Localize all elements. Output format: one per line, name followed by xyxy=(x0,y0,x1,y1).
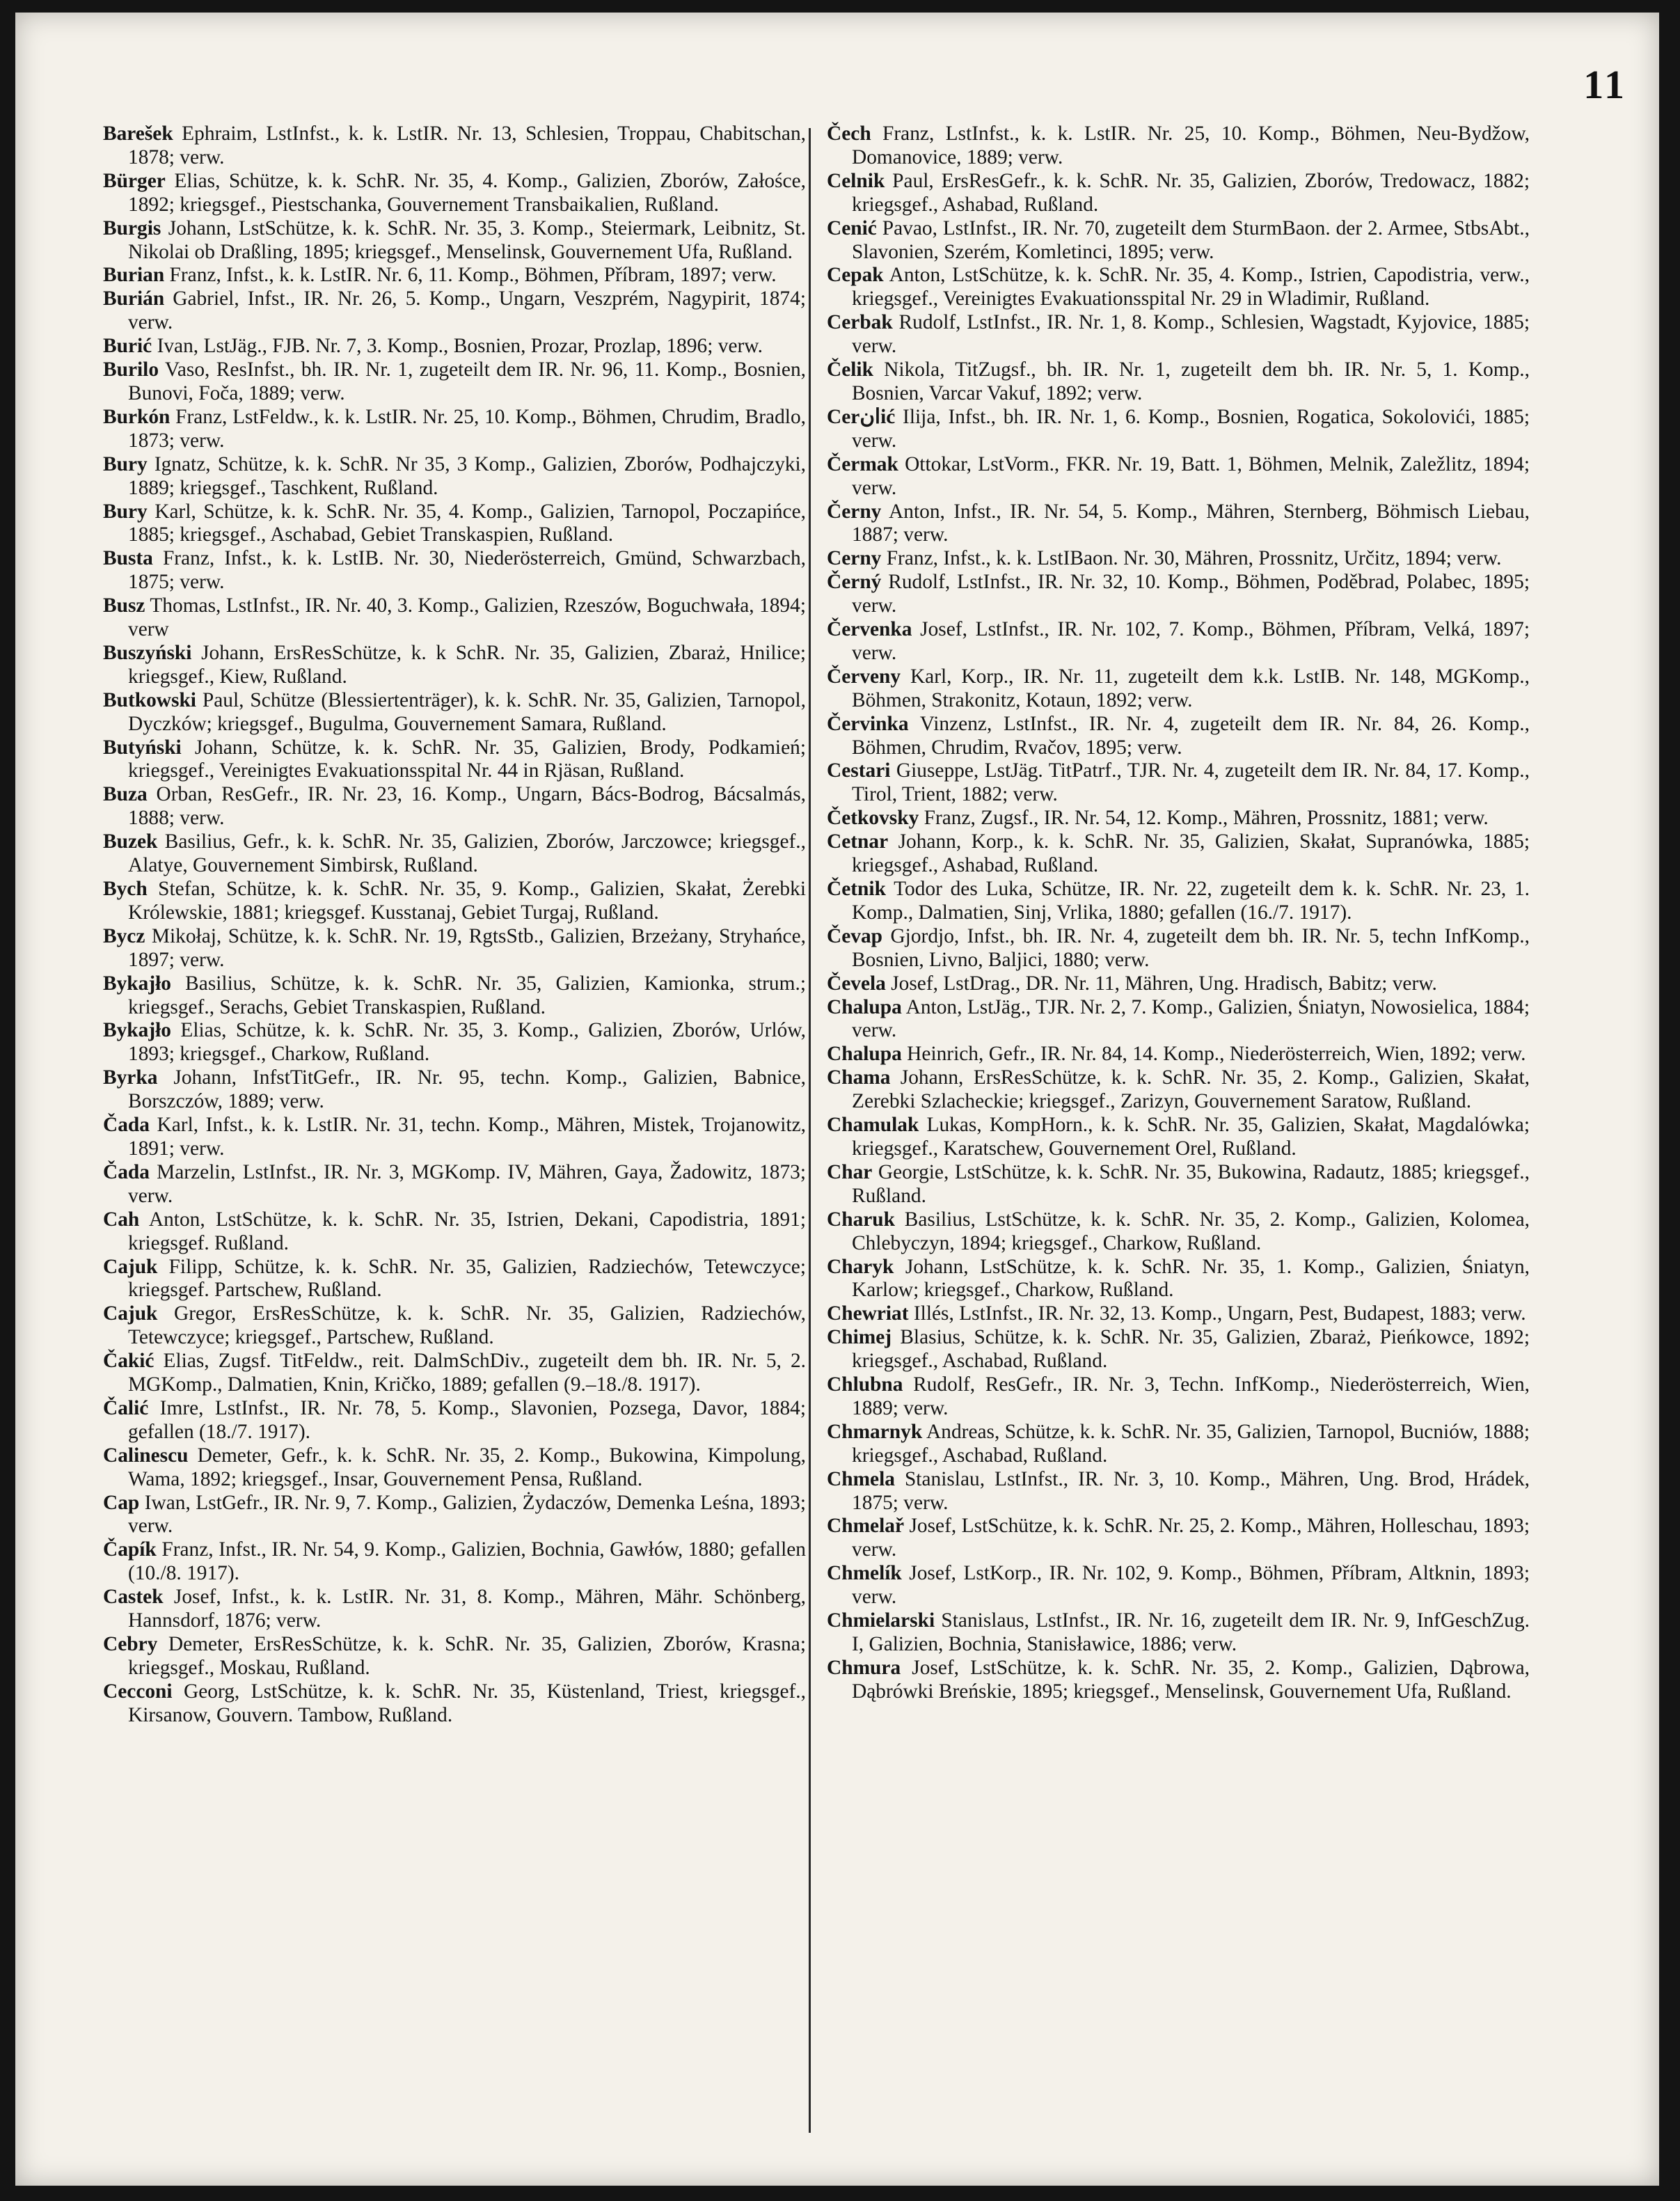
entry-surname: Chalupa xyxy=(827,995,902,1018)
entry-surname: Buzek xyxy=(103,830,158,853)
entry-surname: Cetnar xyxy=(827,830,889,853)
entry-details: Gabriel, Infst., IR. Nr. 26, 5. Komp., Ungarn, Veszprém, Nagypirit, 1874; verw. xyxy=(128,287,806,334)
entry-details: Stefan, Schütze, k. k. SchR. Nr. 35, 9. Komp., Galizien, Skałat, Żerebki Królewskie, 1881; kriegsgef. Kusstanaj, Gebiet Turgaj, Rußland. xyxy=(128,878,806,924)
entry-surname: Bycz xyxy=(103,924,145,947)
entry-details: Gjordjo, Infst., bh. IR. Nr. 4, zugeteilt dem bh. IR. Nr. 5, techn InfKomp., Bosnien, Livno, Baljici, 1880; verw. xyxy=(852,924,1530,971)
register-entry xyxy=(103,689,806,736)
register-entry xyxy=(103,1397,806,1444)
entry-details: Elias, Schütze, k. k. SchR. Nr. 35, 4. Komp., Galizien, Zborów, Załośce, 1892; kriegsgef., Piestschanka, Gouvernement Transbaikalien, Rußland. xyxy=(128,169,806,216)
register-entry xyxy=(827,1043,1530,1066)
register-entry xyxy=(103,1680,806,1728)
entry-details: Franz, LstFeldw., k. k. LstIR. Nr. 25, 10. Komp., Böhmen, Chrudim, Bradlo, 1873; verw. xyxy=(128,405,806,452)
left-column xyxy=(103,123,806,1728)
column-divider xyxy=(809,128,811,2133)
entry-details: Illés, LstInfst., IR. Nr. 32, 13. Komp., Ungarn, Pest, Budapest, 1883; verw. xyxy=(908,1302,1526,1325)
entry-details: Anton, LstSchütze, k. k. SchR. Nr. 35, 4. Komp., Istrien, Capodistria, verw., kriegsgef., Vereinigtes Evakuationsspital Nr. 29 in Wladimir, Rußland. xyxy=(852,264,1530,310)
register-entry xyxy=(103,642,806,689)
register-entry xyxy=(103,500,806,548)
entry-details: Stanislaus, LstInfst., IR. Nr. 16, zugeteilt dem IR. Nr. 9, InfGeschZug. I, Galizien, Bochnia, Stanisławice, 1886; verw. xyxy=(852,1609,1530,1655)
register-entry xyxy=(103,1256,806,1303)
register-entry xyxy=(827,170,1530,217)
entry-surname: Butkowski xyxy=(103,688,196,711)
entry-surname: Cap xyxy=(103,1491,140,1514)
entry-surname: Cepak xyxy=(827,264,884,287)
entry-surname: Červenka xyxy=(827,618,912,641)
entry-details: Anton, Infst., IR. Nr. 54, 5. Komp., Mähren, Sternberg, Böhmisch Liebau, 1887; verw. xyxy=(852,500,1530,546)
entry-surname: Chama xyxy=(827,1066,891,1089)
entry-surname: Cajuk xyxy=(103,1302,158,1325)
register-entry xyxy=(103,358,806,406)
entry-details: Paul, Schütze (Blessiertenträger), k. k. SchR. Nr. 35, Galizien, Tarnopol, Dyczków; kriegsgef., Bugulma, Gouvernement Samara, Rußland. xyxy=(128,688,806,735)
entry-details: Stanislau, LstInfst., IR. Nr. 3, 10. Komp., Mähren, Ung. Brod, Hrádek, 1875; verw. xyxy=(852,1467,1530,1514)
entry-surname: Burgis xyxy=(103,216,161,239)
entry-surname: Čada xyxy=(103,1160,150,1183)
entry-details: Josef, Infst., k. k. LstIR. Nr. 31, 8. Komp., Mähren, Mähr. Schönberg, Hannsdorf, 1876; verw. xyxy=(128,1586,806,1632)
entry-surname: Četnik xyxy=(827,878,886,900)
entry-surname: Čermak xyxy=(827,452,898,475)
entry-surname: Castek xyxy=(103,1586,164,1609)
register-entry xyxy=(827,1515,1530,1562)
register-entry xyxy=(103,1019,806,1066)
entry-details: Orban, ResGefr., IR. Nr. 23, 16. Komp., Ungarn, Bács-Bodrog, Bácsalmás, 1888; verw. xyxy=(128,783,806,830)
register-entry xyxy=(103,1302,806,1350)
entry-surname: Burián xyxy=(103,287,165,310)
register-entry xyxy=(103,264,806,287)
register-entry xyxy=(827,1302,1530,1326)
entry-surname: Chmarnyk xyxy=(827,1420,923,1443)
entry-surname: Čalić xyxy=(103,1396,149,1419)
entry-details: Karl, Korp., IR. Nr. 11, zugeteilt dem k.k. LstIB. Nr. 148, MGKomp., Böhmen, Strakonitz, Kotaun, 1892; verw. xyxy=(852,665,1530,711)
entry-details: Johann, LstSchütze, k. k. SchR. Nr. 35, 3. Komp., Steiermark, Leibnitz, St. Nikolai ob Draßling, 1895; kriegsgef., Menselinsk, Gouvernement Ufa, Rußland. xyxy=(128,216,806,263)
entry-details: Blasius, Schütze, k. k. SchR. Nr. 35, Galizien, Zbaraż, Pieńkowce, 1892; kriegsgef., Aschabad, Rußland. xyxy=(852,1326,1530,1373)
register-entry xyxy=(827,500,1530,548)
entry-details: Ottokar, LstVorm., FKR. Nr. 19, Batt. 1, Böhmen, Melnik, Zaležlitz, 1894; verw. xyxy=(852,452,1530,499)
entry-details: Paul, ErsResGefr., k. k. SchR. Nr. 35, Galizien, Zborów, Tredowacz, 1882; kriegsgef., Ashabad, Rußland. xyxy=(852,169,1530,216)
entry-details: Pavao, LstInfst., IR. Nr. 70, zugeteilt dem SturmBaon. der 2. Armee, StbsAbt., Slavonien, Szerém, Komletinci, 1895; verw. xyxy=(852,216,1530,263)
entry-surname: Burić xyxy=(103,335,152,358)
register-entry xyxy=(103,1114,806,1161)
register-entry xyxy=(827,571,1530,618)
entry-surname: Cecconi xyxy=(103,1680,173,1703)
register-entry xyxy=(827,713,1530,760)
register-entry xyxy=(827,878,1530,925)
register-entry xyxy=(103,123,806,170)
entry-details: Nikola, TitZugsf., bh. IR. Nr. 1, zugeteilt dem bh. IR. Nr. 5, 1. Komp., Bosnien, Varcar Vakuf, 1892; verw. xyxy=(852,358,1530,404)
entry-surname: Červeny xyxy=(827,665,901,688)
entry-details: Karl, Infst., k. k. LstIR. Nr. 31, techn. Komp., Mähren, Mistek, Trojanowitz, 1891; verw. xyxy=(128,1114,806,1160)
entry-surname: Celnik xyxy=(827,169,885,192)
register-entry xyxy=(103,878,806,925)
entry-surname: Čech xyxy=(827,123,871,145)
entry-surname: Chmelař xyxy=(827,1515,905,1538)
entry-details: Johann, ErsResSchütze, k. k. SchR. Nr. 35, 2. Komp., Galizien, Skałat, Zerebki Szlacheckie; kriegsgef., Zarizyn, Gouvernement Saratow, Rußland. xyxy=(852,1066,1530,1113)
entry-surname: Bürger xyxy=(103,169,166,192)
entry-surname: Cerbak xyxy=(827,311,893,334)
entry-details: Ilija, Infst., bh. IR. Nr. 1, 6. Komp., Bosnien, Rogatica, Sokolovići, 1885; verw. xyxy=(852,405,1530,452)
register-entry xyxy=(827,1468,1530,1515)
register-entry xyxy=(827,1114,1530,1161)
entry-details: Lukas, KompHorn., k. k. SchR. Nr. 35, Galizien, Skałat, Magdalówka; kriegsgef., Karatschew, Gouvernement Orel, Rußland. xyxy=(852,1114,1530,1160)
entry-surname: Cestari xyxy=(827,759,891,782)
entry-details: Ephraim, LstInfst., k. k. LstIR. Nr. 13, Schlesien, Troppau, Chabitschan, 1878; verw. xyxy=(128,123,806,168)
entry-details: Imre, LstInfst., IR. Nr. 78, 5. Komp., Slavonien, Pozsega, Davor, 1884; gefallen (18./7. 1917). xyxy=(128,1396,806,1443)
entry-details: Karl, Schütze, k. k. SchR. Nr. 35, 4. Komp., Galizien, Tarnopol, Poczapińce, 1885; kriegsgef., Aschabad, Gebiet Transkaspien, Rußland. xyxy=(128,500,806,546)
entry-details: Mikołaj, Schütze, k. k. SchR. Nr. 19, RgtsStb., Galizien, Brzeżany, Stryhańce, 1897; verw. xyxy=(128,924,806,971)
entry-details: Elias, Zugsf. TitFeldw., reit. DalmSchDiv., zugeteilt dem bh. IR. Nr. 5, 2. MGKomp., Dalmatien, Knin, Kričko, 1889; gefallen (9.–18./8. 1917). xyxy=(128,1350,806,1396)
entry-details: Franz, LstInfst., k. k. LstIR. Nr. 25, 10. Komp., Böhmen, Neu-Bydžow, Domanovice, 1889; verw. xyxy=(852,123,1530,168)
entry-details: Ivan, LstJäg., FJB. Nr. 7, 3. Komp., Bosnien, Prozar, Prozlap, 1896; verw. xyxy=(152,335,763,358)
entry-details: Johann, Schütze, k. k. SchR. Nr. 35, Galizien, Brody, Podkamień; kriegsgef., Vereinigtes Evakuationsspital Nr. 44 in Rjäsan, Rußland. xyxy=(128,736,806,782)
register-entry xyxy=(827,1657,1530,1704)
entry-surname: Bury xyxy=(103,452,148,475)
entry-surname: Cenić xyxy=(827,216,877,239)
register-entry xyxy=(103,1444,806,1492)
entry-surname: Černy xyxy=(827,500,882,523)
register-entry xyxy=(827,547,1530,571)
entry-details: Iwan, LstGefr., IR. Nr. 9, 7. Komp., Galizien, Żydaczów, Demenka Leśna, 1893; verw. xyxy=(128,1491,806,1538)
register-entry xyxy=(827,665,1530,713)
entry-details: Josef, LstKorp., IR. Nr. 102, 9. Komp., Böhmen, Příbram, Altknin, 1893; verw. xyxy=(852,1562,1530,1609)
register-entry xyxy=(103,287,806,335)
register-entry xyxy=(827,311,1530,358)
register-entry xyxy=(827,972,1530,996)
entry-details: Franz, Infst., k. k. LstIB. Nr. 30, Niederösterreich, Gmünd, Schwarzbach, 1875; verw. xyxy=(128,547,806,594)
register-entry xyxy=(827,1208,1530,1256)
entry-details: Franz, Infst., k. k. LstIR. Nr. 6, 11. Komp., Böhmen, Příbram, 1897; verw. xyxy=(164,264,777,287)
entry-surname: Cebry xyxy=(103,1633,158,1655)
register-entry xyxy=(827,1066,1530,1114)
entry-surname: Charuk xyxy=(827,1208,896,1231)
entry-surname: Bykajło xyxy=(103,1019,171,1042)
entry-details: Vinzenz, LstInfst., IR. Nr. 4, zugeteilt dem IR. Nr. 84, 26. Komp., Böhmen, Chrudim, Rvačov, 1895; verw. xyxy=(852,712,1530,759)
entry-surname: Cerny xyxy=(827,547,882,570)
entry-details: Rudolf, LstInfst., IR. Nr. 32, 10. Komp., Böhmen, Poděbrad, Polabec, 1895; verw. xyxy=(852,571,1530,617)
entry-surname: Charyk xyxy=(827,1255,894,1278)
document-page xyxy=(15,13,1659,2186)
entry-surname: Červinka xyxy=(827,712,909,735)
register-entry xyxy=(103,1161,806,1208)
entry-surname: Chmela xyxy=(827,1467,895,1490)
entry-details: Heinrich, Gefr., IR. Nr. 84, 14. Komp., Niederösterreich, Wien, 1892; verw. xyxy=(901,1043,1526,1066)
entry-surname: Čapík xyxy=(103,1538,157,1561)
entry-surname: Busz xyxy=(103,594,145,617)
entry-surname: Busta xyxy=(103,547,153,570)
register-entry xyxy=(103,594,806,642)
entry-details: Marzelin, LstInfst., IR. Nr. 3, MGKomp. IV, Mähren, Gaya, Žadowitz, 1873; verw. xyxy=(128,1160,806,1207)
entry-details: Basilius, Schütze, k. k. SchR. Nr. 35, Galizien, Kamionka, strum.; kriegsgef., Serachs, Gebiet Transkaspien, Rußland. xyxy=(128,972,806,1018)
entry-surname: Burian xyxy=(103,264,165,287)
entry-surname: Chmielarski xyxy=(827,1609,935,1632)
entry-details: Johann, InfstTitGefr., IR. Nr. 95, techn. Komp., Galizien, Babnice, Borszczów, 1889; verw. xyxy=(128,1066,806,1113)
entry-surname: Bykajło xyxy=(103,972,171,995)
entry-details: Rudolf, ResGefr., IR. Nr. 3, Techn. InfKomp., Niederösterreich, Wien, 1889; verw. xyxy=(852,1373,1530,1419)
entry-surname: Čada xyxy=(103,1114,150,1137)
register-entry xyxy=(103,783,806,830)
entry-surname: Čakić xyxy=(103,1350,154,1373)
register-entry xyxy=(827,1326,1530,1373)
entry-details: Anton, LstJäg., TJR. Nr. 2, 7. Komp., Galizien, Śniatyn, Nowosielica, 1884; verw. xyxy=(852,995,1530,1042)
register-entry xyxy=(827,618,1530,665)
register-entry xyxy=(827,830,1530,878)
entry-details: Elias, Schütze, k. k. SchR. Nr. 35, 3. Komp., Galizien, Zborów, Urlów, 1893; kriegsgef., Charkow, Rußland. xyxy=(128,1019,806,1066)
entry-surname: Chlubna xyxy=(827,1373,903,1396)
register-entry xyxy=(827,925,1530,972)
register-entry xyxy=(103,972,806,1020)
entry-details: Demeter, ErsResSchütze, k. k. SchR. Nr. 35, Galizien, Zborów, Krasna; kriegsgef., Moskau, Rußland. xyxy=(128,1633,806,1679)
register-entry xyxy=(827,453,1530,500)
entry-surname: Butyński xyxy=(103,736,182,759)
register-entry xyxy=(103,1633,806,1680)
entry-surname: Čevap xyxy=(827,924,883,947)
entry-surname: Černý xyxy=(827,571,882,594)
register-entry xyxy=(103,736,806,784)
entry-surname: Chamulak xyxy=(827,1114,919,1137)
register-entry xyxy=(103,830,806,878)
entry-details: Georg, LstSchütze, k. k. SchR. Nr. 35, Küstenland, Triest, kriegsgef., Kirsanow, Gouvern. Tambow, Rußland. xyxy=(128,1680,806,1726)
register-entry xyxy=(827,123,1530,170)
register-entry xyxy=(103,1066,806,1114)
register-entry xyxy=(103,1586,806,1633)
entry-details: Franz, Zugsf., IR. Nr. 54, 12. Komp., Mähren, Prossnitz, 1881; verw. xyxy=(919,807,1489,830)
register-entry xyxy=(827,1256,1530,1303)
entry-surname: Barešek xyxy=(103,123,173,145)
entry-details: Anton, LstSchütze, k. k. SchR. Nr. 35, Istrien, Dekani, Capodistria, 1891; kriegsgef. Rußland. xyxy=(128,1208,806,1254)
entry-details: Basilius, Gefr., k. k. SchR. Nr. 35, Galizien, Zborów, Jarczowce; kriegsgef., Alatye, Gouvernement Simbirsk, Rußland. xyxy=(128,830,806,877)
entry-surname: Buza xyxy=(103,783,148,806)
entry-surname: Char xyxy=(827,1160,873,1183)
entry-details: Filipp, Schütze, k. k. SchR. Nr. 35, Galizien, Radziechów, Tetewczyce; kriegsgef. Partschew, Rußland. xyxy=(128,1255,806,1302)
register-entry xyxy=(827,1609,1530,1657)
entry-details: Andreas, Schütze, k. k. SchR. Nr. 35, Galizien, Tarnopol, Bucniów, 1888; kriegsgef., Aschabad, Rußland. xyxy=(852,1420,1530,1467)
right-column xyxy=(827,123,1530,1704)
register-entry xyxy=(827,996,1530,1043)
register-entry xyxy=(827,1161,1530,1208)
register-entry xyxy=(103,1538,806,1586)
entry-surname: Chimej xyxy=(827,1326,892,1349)
entry-surname: Čevela xyxy=(827,972,886,995)
entry-surname: Calinescu xyxy=(103,1444,189,1467)
entry-surname: Bych xyxy=(103,878,148,900)
register-entry xyxy=(827,759,1530,807)
entry-details: Johann, LstSchütze, k. k. SchR. Nr. 35, 1. Komp., Galizien, Śniatyn, Karlow; kriegsgef., Charkow, Rußland. xyxy=(852,1255,1530,1302)
entry-details: Georgie, LstSchütze, k. k. SchR. Nr. 35, Bukowina, Radautz, 1885; kriegsgef., Rußland. xyxy=(852,1160,1530,1207)
entry-details: Josef, LstSchütze, k. k. SchR. Nr. 25, 2. Komp., Mähren, Holleschau, 1893; verw. xyxy=(852,1515,1530,1561)
register-entry xyxy=(827,807,1530,830)
entry-details: Basilius, LstSchütze, k. k. SchR. Nr. 35, 2. Komp., Galizien, Kolomea, Chlebyczyn, 1894; kriegsgef., Charkow, Rußland. xyxy=(852,1208,1530,1254)
entry-surname: Chalupa xyxy=(827,1043,902,1066)
entry-surname: Bury xyxy=(103,500,148,523)
entry-surname: Burkón xyxy=(103,405,171,428)
entry-surname: Cah xyxy=(103,1208,140,1231)
register-entry xyxy=(103,406,806,453)
register-entry xyxy=(827,358,1530,406)
entry-surname: Chmura xyxy=(827,1656,901,1679)
entry-surname: Byrka xyxy=(103,1066,158,1089)
entry-surname: Čelik xyxy=(827,358,873,381)
entry-details: Vaso, ResInfst., bh. IR. Nr. 1, zugeteilt dem IR. Nr. 96, 11. Komp., Bosnien, Bunovi, Foča, 1889; verw. xyxy=(128,358,806,404)
entry-details: Franz, Infst., k. k. LstIBaon. Nr. 30, Mähren, Prossnitz, Určitz, 1894; verw. xyxy=(881,547,1502,570)
register-entry xyxy=(827,406,1530,453)
register-entry xyxy=(103,335,806,358)
entry-surname: Cerانić xyxy=(827,405,896,428)
register-entry xyxy=(827,1562,1530,1609)
entry-details: Franz, Infst., IR. Nr. 54, 9. Komp., Galizien, Bochnia, Gawłów, 1880; gefallen (10./8. 1917). xyxy=(128,1538,806,1585)
entry-details: Johann, ErsResSchütze, k. k SchR. Nr. 35, Galizien, Zbaraż, Hnilice; kriegsgef., Kiew, Rußland. xyxy=(128,641,806,688)
entry-surname: Buszyński xyxy=(103,641,192,664)
register-entry xyxy=(103,925,806,972)
register-entry xyxy=(827,1421,1530,1468)
register-entry xyxy=(103,1350,806,1397)
register-entry xyxy=(103,547,806,594)
entry-details: Gregor, ErsResSchütze, k. k. SchR. Nr. 35, Galizien, Radziechów, Tetewczyce; kriegsgef., Partschew, Rußland. xyxy=(128,1302,806,1349)
entry-details: Josef, LstInfst., IR. Nr. 102, 7. Komp., Böhmen, Příbram, Velká, 1897; verw. xyxy=(852,618,1530,664)
register-entry xyxy=(103,217,806,265)
register-entry xyxy=(103,1492,806,1539)
entry-details: Josef, LstSchütze, k. k. SchR. Nr. 35, 2. Komp., Galizien, Dąbrowa, Dąbrówki Breńskie, 1895; kriegsgef., Menselinsk, Gouvernement Ufa, Rußland. xyxy=(852,1656,1530,1703)
entry-surname: Burilo xyxy=(103,358,159,381)
entry-details: Rudolf, LstInfst., IR. Nr. 1, 8. Komp., Schlesien, Wagstadt, Kyjovice, 1885; verw. xyxy=(852,311,1530,358)
entry-details: Ignatz, Schütze, k. k. SchR. Nr 35, 3 Komp., Galizien, Zborów, Podhajczyki, 1889; kriegsgef., Taschkent, Rußland. xyxy=(128,452,806,499)
register-entry xyxy=(827,264,1530,311)
register-entry xyxy=(827,1373,1530,1421)
entry-details: Johann, Korp., k. k. SchR. Nr. 35, Galizien, Skałat, Supranówka, 1885; kriegsgef., Ashabad, Rußland. xyxy=(852,830,1530,877)
entry-details: Josef, LstDrag., DR. Nr. 11, Mähren, Ung. Hradisch, Babitz; verw. xyxy=(885,972,1437,995)
register-entry xyxy=(103,170,806,217)
register-entry xyxy=(103,1208,806,1256)
entry-surname: Chmelík xyxy=(827,1562,902,1585)
entry-details: Giuseppe, LstJäg. TitPatrf., TJR. Nr. 4, zugeteilt dem IR. Nr. 84, 17. Komp., Tirol, Trient, 1882; verw. xyxy=(852,759,1530,806)
entry-surname: Cajuk xyxy=(103,1255,158,1278)
entry-surname: Četkovsky xyxy=(827,807,919,830)
entry-details: Thomas, LstInfst., IR. Nr. 40, 3. Komp., Galizien, Rzeszów, Boguchwała, 1894; verw xyxy=(128,594,806,641)
register-entry xyxy=(103,453,806,500)
entry-surname: Chewriat xyxy=(827,1302,909,1325)
entry-details: Demeter, Gefr., k. k. SchR. Nr. 35, 2. Komp., Bukowina, Kimpolung, Wama, 1892; kriegsgef., Insar, Gouvernement Pensa, Rußland. xyxy=(128,1444,806,1490)
entry-details: Todor des Luka, Schütze, IR. Nr. 22, zugeteilt dem k. k. SchR. Nr. 23, 1. Komp., Dalmatien, Sinj, Vrlika, 1880; gefallen (16./7. 1917). xyxy=(852,878,1530,924)
register-entry xyxy=(827,217,1530,265)
page-number: 11 xyxy=(1583,62,1627,107)
